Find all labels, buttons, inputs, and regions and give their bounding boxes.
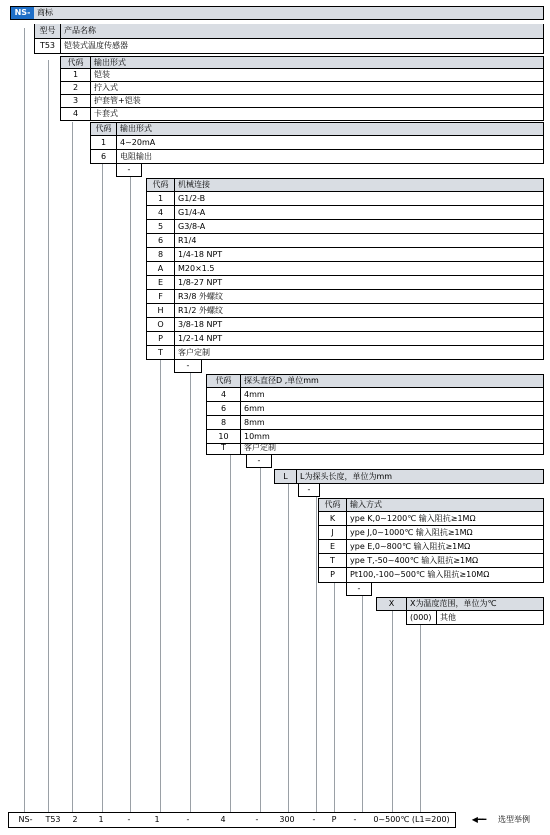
table-cell-label: ype K,0~1200℃ 输入阻抗≥1MΩ xyxy=(346,512,544,526)
example-part: - xyxy=(242,812,272,828)
table-cell-label: 电阻输出 xyxy=(116,150,544,164)
output-form-code-header: 代码 xyxy=(60,56,90,69)
guide-line xyxy=(420,625,421,812)
temp-range-label: X为温度范围，单位为℃ xyxy=(406,597,544,611)
example-part: T53 xyxy=(42,812,64,828)
example-part: NS- xyxy=(8,812,42,828)
product-name-value: 铠装式温度传感器 xyxy=(60,39,544,54)
table-cell-code: 4 xyxy=(206,388,240,402)
table-cell-label: G1/2-B xyxy=(174,192,544,206)
example-part: - xyxy=(342,812,368,828)
table-cell-code: 6 xyxy=(90,150,116,164)
table-cell-label: 6mm xyxy=(240,402,544,416)
guide-line xyxy=(160,360,161,812)
table-cell-code: K xyxy=(318,512,346,526)
table-cell-label: 护套管+铠装 xyxy=(90,95,544,108)
separator-dash: - xyxy=(174,360,202,373)
table-cell-label: ype E,0~800℃ 输入阻抗≥1MΩ xyxy=(346,540,544,554)
guide-line xyxy=(190,373,191,812)
input-type-title: 输入方式 xyxy=(346,498,544,512)
table-cell-label: 1/8-27 NPT xyxy=(174,276,544,290)
table-cell-code: 8 xyxy=(146,248,174,262)
guide-line xyxy=(362,596,363,812)
output-signal-code-header: 代码 xyxy=(90,122,116,136)
table-cell-code: 1 xyxy=(146,192,174,206)
prefix-badge: NS- xyxy=(10,6,34,20)
separator-dash: - xyxy=(246,455,272,468)
example-label: 选型举例 xyxy=(498,815,530,824)
table-cell-label: 4mm xyxy=(240,388,544,402)
table-cell-label: Pt100,-100~500℃ 输入阻抗≥10MΩ xyxy=(346,568,544,583)
probe-length-code: L xyxy=(274,469,296,484)
table-cell-code: 1 xyxy=(90,136,116,150)
guide-line xyxy=(230,455,231,812)
guide-line xyxy=(102,164,103,812)
guide-line xyxy=(288,484,289,812)
table-cell-label: G3/8-A xyxy=(174,220,544,234)
table-cell-label: R3/8 外螺纹 xyxy=(174,290,544,304)
table-cell-code: A xyxy=(146,262,174,276)
table-cell-code: F xyxy=(146,290,174,304)
table-cell-code: 4 xyxy=(146,206,174,220)
probe-diameter-title: 探头直径D ,单位mm xyxy=(240,374,544,388)
input-type-code-header: 代码 xyxy=(318,498,346,512)
table-cell-code: 1 xyxy=(60,69,90,82)
table-cell-code: P xyxy=(146,332,174,346)
table-cell-code: 10 xyxy=(206,430,240,444)
example-part: - xyxy=(302,812,326,828)
table-cell-label: ype J,0~1000℃ 输入阻抗≥1MΩ xyxy=(346,526,544,540)
table-cell-label: R1/2 外螺纹 xyxy=(174,304,544,318)
table-cell-label: ype T,-50~400℃ 输入阻抗≥1MΩ xyxy=(346,554,544,568)
table-cell-label: 10mm xyxy=(240,430,544,444)
arrow-left-icon: ◀━━━ xyxy=(471,815,485,824)
example-part: 0~500℃ (L1=200) xyxy=(368,812,456,828)
table-cell-code: H xyxy=(146,304,174,318)
table-cell-label: 4~20mA xyxy=(116,136,544,150)
selection-example-bar xyxy=(0,812,550,828)
example-part: 1 xyxy=(86,812,116,828)
table-cell-code: 8 xyxy=(206,416,240,430)
example-part: 1 xyxy=(142,812,172,828)
table-cell-code: P xyxy=(318,568,346,583)
table-cell-code: 6 xyxy=(206,402,240,416)
table-cell-code: E xyxy=(146,276,174,290)
table-cell-code: O xyxy=(146,318,174,332)
trademark-label: 商标 xyxy=(34,6,544,20)
table-cell-label: 拧入式 xyxy=(90,82,544,95)
table-cell-label: G1/4-A xyxy=(174,206,544,220)
guide-line xyxy=(72,122,73,812)
table-cell-code: J xyxy=(318,526,346,540)
example-part: 4 xyxy=(204,812,242,828)
table-cell-code: T xyxy=(146,346,174,360)
table-cell-label: 1/4-18 NPT xyxy=(174,248,544,262)
guide-line xyxy=(260,468,261,812)
example-part: - xyxy=(116,812,142,828)
table-cell-code: T xyxy=(206,441,240,455)
temp-range-code: X xyxy=(376,597,406,611)
probe-length-label: L为探头长度，单位为mm xyxy=(296,469,544,484)
guide-line xyxy=(334,583,335,812)
table-cell-label: 客户定制 xyxy=(240,441,544,455)
table-cell-code: 5 xyxy=(146,220,174,234)
table-cell-label: 1/2-14 NPT xyxy=(174,332,544,346)
example-part: P xyxy=(326,812,342,828)
table-cell-label: 客户定制 xyxy=(174,346,544,360)
guide-line xyxy=(24,28,25,812)
example-part: - xyxy=(172,812,204,828)
guide-line xyxy=(392,609,393,812)
example-part: 300 xyxy=(272,812,302,828)
table-cell-label: R1/4 xyxy=(174,234,544,248)
table-cell-label: 铠装 xyxy=(90,69,544,82)
probe-diameter-code-header: 代码 xyxy=(206,374,240,388)
table-cell-label: M20×1.5 xyxy=(174,262,544,276)
separator-dash: - xyxy=(346,583,372,596)
model-value: T53 xyxy=(34,39,60,54)
guide-line xyxy=(316,497,317,812)
temp-other-code: (000) xyxy=(406,611,436,625)
guide-line xyxy=(48,60,49,812)
table-cell-code: T xyxy=(318,554,346,568)
mechanical-code-header: 代码 xyxy=(146,178,174,192)
mechanical-title: 机械连接 xyxy=(174,178,544,192)
table-cell-code: 4 xyxy=(60,108,90,121)
table-cell-code: E xyxy=(318,540,346,554)
example-part: 2 xyxy=(64,812,86,828)
table-cell-label: 8mm xyxy=(240,416,544,430)
table-cell-code: 6 xyxy=(146,234,174,248)
product-name-label: 产品名称 xyxy=(60,24,544,39)
temp-other-label: 其他 xyxy=(436,611,544,625)
guide-line xyxy=(130,177,131,812)
table-cell-code: 2 xyxy=(60,82,90,95)
separator-dash: - xyxy=(298,484,320,497)
table-cell-label: 3/8-18 NPT xyxy=(174,318,544,332)
table-cell-code: 3 xyxy=(60,95,90,108)
output-signal-title: 输出形式 xyxy=(116,122,544,136)
separator-dash: - xyxy=(116,164,142,177)
model-label: 型号 xyxy=(34,24,60,39)
table-cell-label: 卡套式 xyxy=(90,108,544,121)
output-form-title: 输出形式 xyxy=(90,56,544,69)
